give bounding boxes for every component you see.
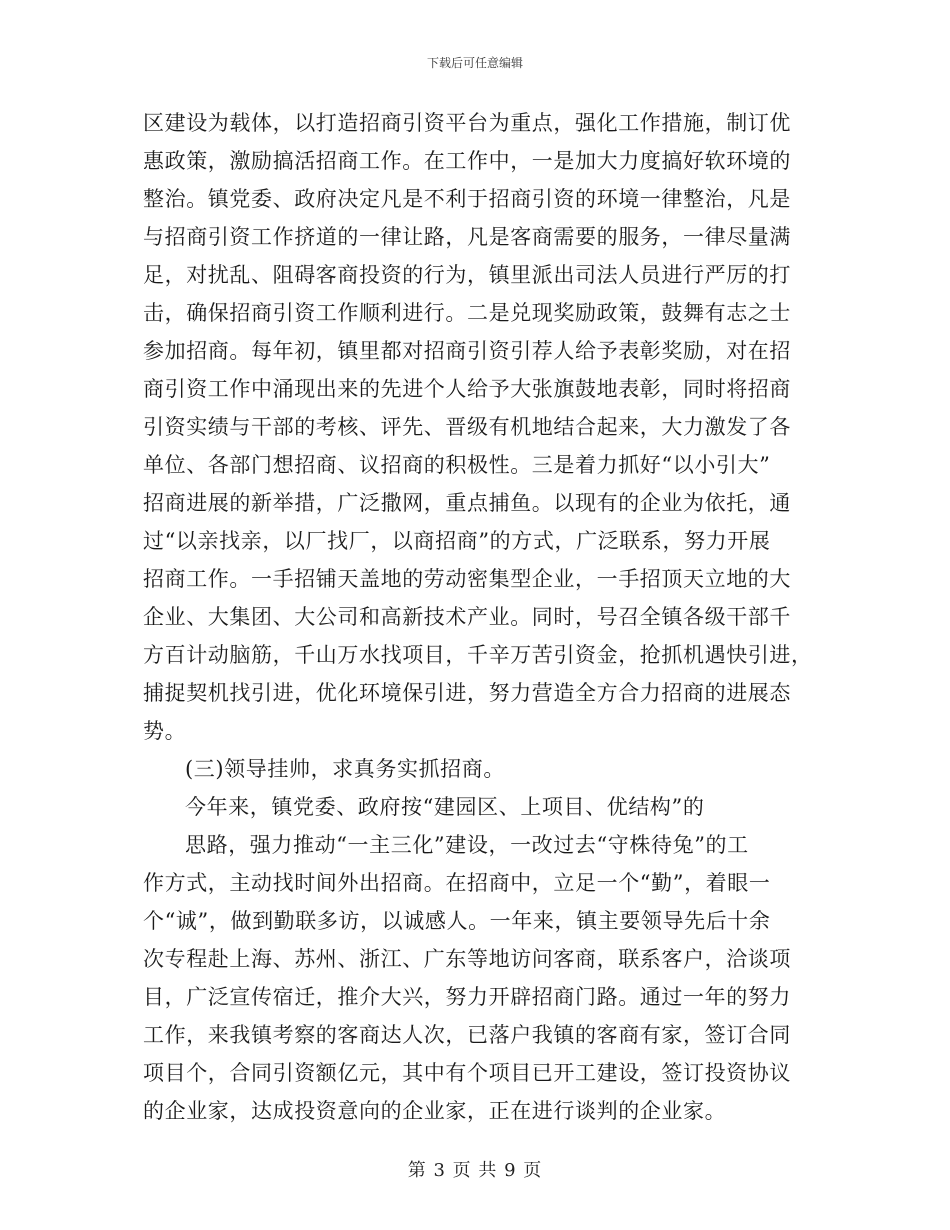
text-line: 招商进展的新举措，广泛撒网，重点捕鱼。以现有的企业为依托，通 — [143, 491, 791, 515]
text-line: 参加招商。每年初，镇里都对招商引资引荐人给予表彰奖励，对在招 — [143, 339, 791, 363]
text-line: 整治。镇党委、政府决定凡是不利于招商引资的环境一律整治，凡是 — [143, 187, 791, 211]
text-line: 惠政策，激励搞活招商工作。在工作中，一是加大力度搞好软环境的 — [143, 149, 791, 173]
document-body — [143, 104, 813, 1130]
text-line: 商引资工作中涌现出来的先进个人给予大张旗鼓地表彰，同时将招商 — [143, 377, 791, 401]
text-line: 目，广泛宣传宿迁，推介大兴，努力开辟招商门路。通过一年的努力 — [143, 985, 791, 1009]
text-line: 思路，强力推动“一主三化”建设，一改过去“守株待兔”的工 — [185, 833, 749, 857]
text-line: 过“以亲找亲，以厂找厂，以商招商”的方式，广泛联系，努力开展 — [143, 529, 771, 553]
text-line: 个“诚”，做到勤联多访，以诚感人。一年来，镇主要领导先后十余 — [143, 909, 771, 933]
section-heading: (三)领导挂帅，求真务实抓招商。 — [185, 757, 505, 781]
text-line: 的企业家，达成投资意向的企业家，正在进行谈判的企业家。 — [143, 1099, 727, 1123]
text-line: 捕捉契机找引进，优化环境保引进，努力营造全方合力招商的进展态 — [143, 681, 791, 705]
text-line: 招商工作。一手招铺天盖地的劳动密集型企业，一手招顶天立地的大 — [143, 567, 791, 591]
text-line: 势。 — [143, 719, 187, 743]
text-line: 方百计动脑筋，千山万水找项目，千辛万苦引资金，抢抓机遇快引进， — [143, 643, 813, 667]
text-line: 工作，来我镇考察的客商达人次，已落户我镇的客商有家，签订合同 — [143, 1023, 791, 1047]
text-line: 与招商引资工作挤道的一律让路，凡是客商需要的服务，一律尽量满 — [143, 225, 791, 249]
text-line: 作方式，主动找时间外出招商。在招商中，立足一个“勤”，着眼一 — [143, 871, 771, 895]
text-line: 单位、各部门想招商、议招商的积极性。三是着力抓好“以小引大” — [143, 453, 771, 477]
text-line: 今年来，镇党委、政府按“建园区、上项目、优结构”的 — [185, 795, 705, 819]
page-number: 第 3 页 共 9 页 — [407, 1160, 543, 1181]
text-line: 足，对扰乱、阻碍客商投资的行为，镇里派出司法人员进行严厉的打 — [143, 263, 791, 287]
text-line: 次专程赴上海、苏州、浙江、广东等地访问客商，联系客户，洽谈项 — [143, 947, 791, 971]
text-line: 引资实绩与干部的考核、评先、晋级有机地结合起来，大力激发了各 — [143, 415, 791, 439]
text-line: 区建设为载体，以打造招商引资平台为重点，强化工作措施，制订优 — [143, 111, 791, 135]
text-line: 击，确保招商引资工作顺利进行。二是兑现奖励政策，鼓舞有志之士 — [143, 301, 791, 325]
page-header: 下载后可任意编辑 — [426, 56, 523, 70]
text-line: 企业、大集团、大公司和高新技术产业。同时，号召全镇各级干部千 — [143, 605, 791, 629]
text-line: 项目个，合同引资额亿元，其中有个项目已开工建设，签订投资协议 — [143, 1061, 791, 1085]
